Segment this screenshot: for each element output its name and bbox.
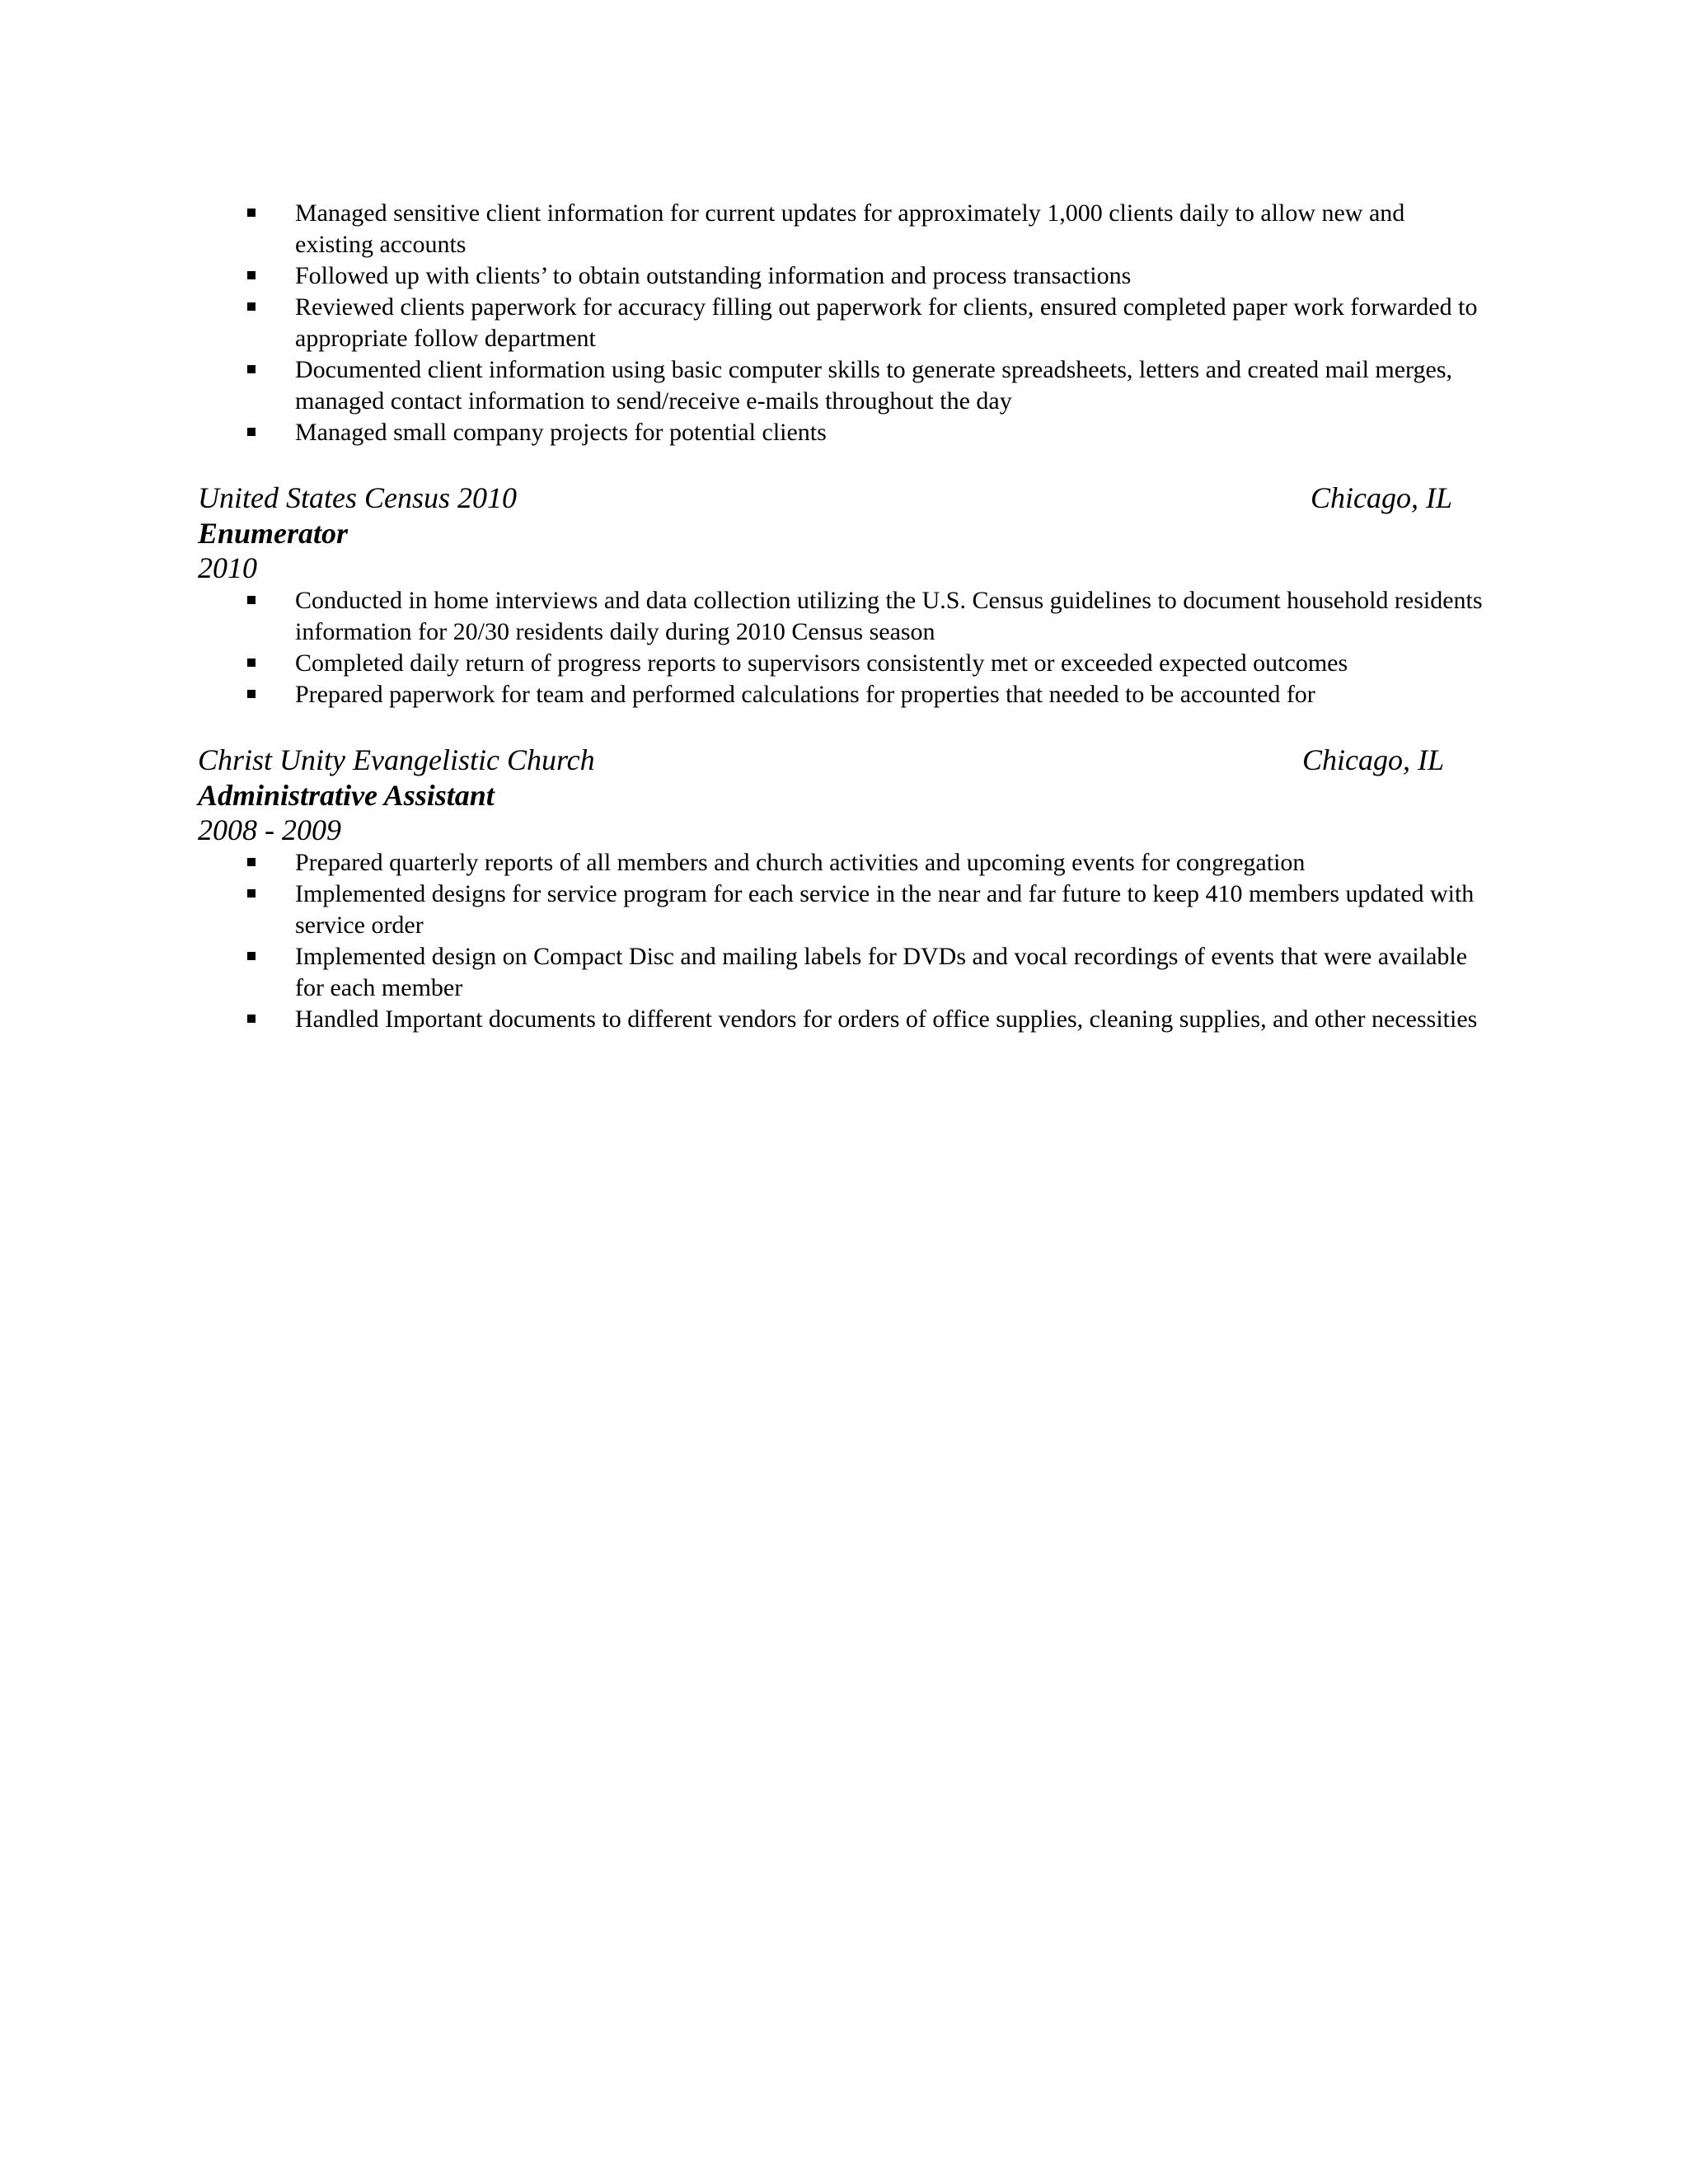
square-bullet-icon bbox=[247, 889, 256, 898]
bullet-item: Reviewed clients paperwork for accuracy filling out paperwork for clients, ensured completed paper work forwarded to appropriate follow department bbox=[295, 292, 1484, 354]
bullet-item: Documented client information using basic computer skills to generate spreadsheets, letters and created mail merges, managed contact information to send/receive e-mails throughout the day bbox=[295, 354, 1484, 417]
square-bullet-icon bbox=[247, 1015, 256, 1023]
job-bullets bbox=[198, 847, 1484, 1035]
bullet-item: Implemented design on Compact Disc and mailing labels for DVDs and vocal recordings of events that were available for each member bbox=[295, 941, 1484, 1004]
square-bullet-icon bbox=[247, 428, 256, 436]
square-bullet-icon bbox=[247, 658, 256, 667]
bullet-item: Followed up with clients’ to obtain outstanding information and process transactions bbox=[295, 260, 1484, 292]
bullet-item: Completed daily return of progress reports to supervisors consistently met or exceeded expected outcomes bbox=[295, 648, 1484, 679]
square-bullet-icon bbox=[247, 690, 256, 698]
job-entry-census bbox=[198, 480, 1484, 710]
bullet-item: Conducted in home interviews and data collection utilizing the U.S. Census guidelines to document household residents information for 20/30 residents daily during 2010 Census season bbox=[295, 585, 1484, 648]
job-header bbox=[198, 742, 1484, 778]
job-location: Chicago, IL bbox=[1302, 743, 1445, 776]
job-entry-church bbox=[198, 742, 1484, 1035]
job-location: Chicago, IL bbox=[1311, 481, 1453, 514]
job-dates: 2010 bbox=[198, 551, 257, 584]
job-bullets bbox=[198, 585, 1484, 710]
square-bullet-icon bbox=[247, 858, 256, 866]
job-dates: 2008 - 2009 bbox=[198, 813, 341, 846]
resume-content bbox=[198, 198, 1484, 1035]
bullet-item: Implemented designs for service program for each service in the near and far future to keep 410 members updated with service order bbox=[295, 879, 1484, 941]
bullet-item: Prepared quarterly reports of all members and church activities and upcoming events for congregation bbox=[295, 847, 1484, 879]
square-bullet-icon bbox=[247, 271, 256, 279]
employer-name: Christ Unity Evangelistic Church bbox=[198, 743, 595, 776]
square-bullet-icon bbox=[247, 365, 256, 373]
square-bullet-icon bbox=[247, 302, 256, 311]
bullet-item: Managed sensitive client information for current updates for approximately 1,000 clients daily to allow new and existing accounts bbox=[295, 198, 1484, 260]
job-header bbox=[198, 480, 1484, 516]
square-bullet-icon bbox=[247, 596, 256, 604]
bullet-item: Prepared paperwork for team and performed calculations for properties that needed to be accounted for bbox=[295, 679, 1484, 710]
employer-name: United States Census 2010 bbox=[198, 481, 517, 514]
bullet-item: Managed small company projects for potential clients bbox=[295, 417, 1484, 448]
job-title: Administrative Assistant bbox=[198, 779, 495, 812]
previous-job-bullets bbox=[198, 198, 1484, 448]
square-bullet-icon bbox=[247, 209, 256, 217]
square-bullet-icon bbox=[247, 952, 256, 960]
bullet-item: Handled Important documents to different vendors for orders of office supplies, cleaning supplies, and other necessities bbox=[295, 1004, 1484, 1035]
job-title: Enumerator bbox=[198, 517, 349, 550]
